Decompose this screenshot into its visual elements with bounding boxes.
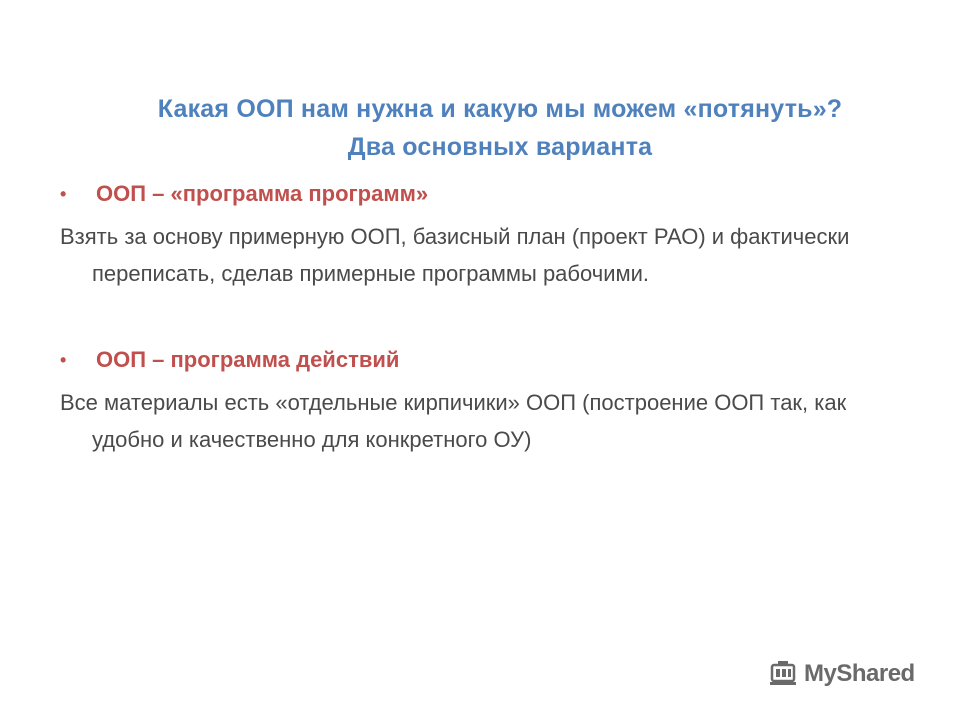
myshared-watermark: [768, 654, 928, 694]
bullet-heading-1: [60, 176, 920, 212]
bullet-heading-2: [60, 342, 920, 378]
myshared-logo-text: MyShared: [804, 660, 915, 687]
title-line-1: Какая ООП нам нужна и какую мы можем «потянуть»?: [157, 95, 843, 123]
myshared-logo-icon: [768, 659, 800, 689]
bullet-dot-icon: •: [60, 184, 67, 204]
bullet-paragraph-2: Все материалы есть «отдельные кирпичики» ООП (построение ООП так, как удобно и качественно для конкретного ОУ): [60, 390, 847, 452]
bullet-paragraph-1: Взять за основу примерную ООП, базисный план (проект РАО) и фактически переписать, сделав примерные программы рабочими.: [60, 224, 850, 286]
bullet-heading-text: ООП – «программа программ»: [96, 181, 429, 206]
title-line-2: Два основных варианта: [347, 133, 653, 161]
bullet-dot-icon: •: [60, 350, 67, 370]
bullet-heading-text: ООП – программа действий: [96, 347, 400, 372]
slide-title: [40, 90, 960, 166]
slide-content: [60, 176, 920, 458]
